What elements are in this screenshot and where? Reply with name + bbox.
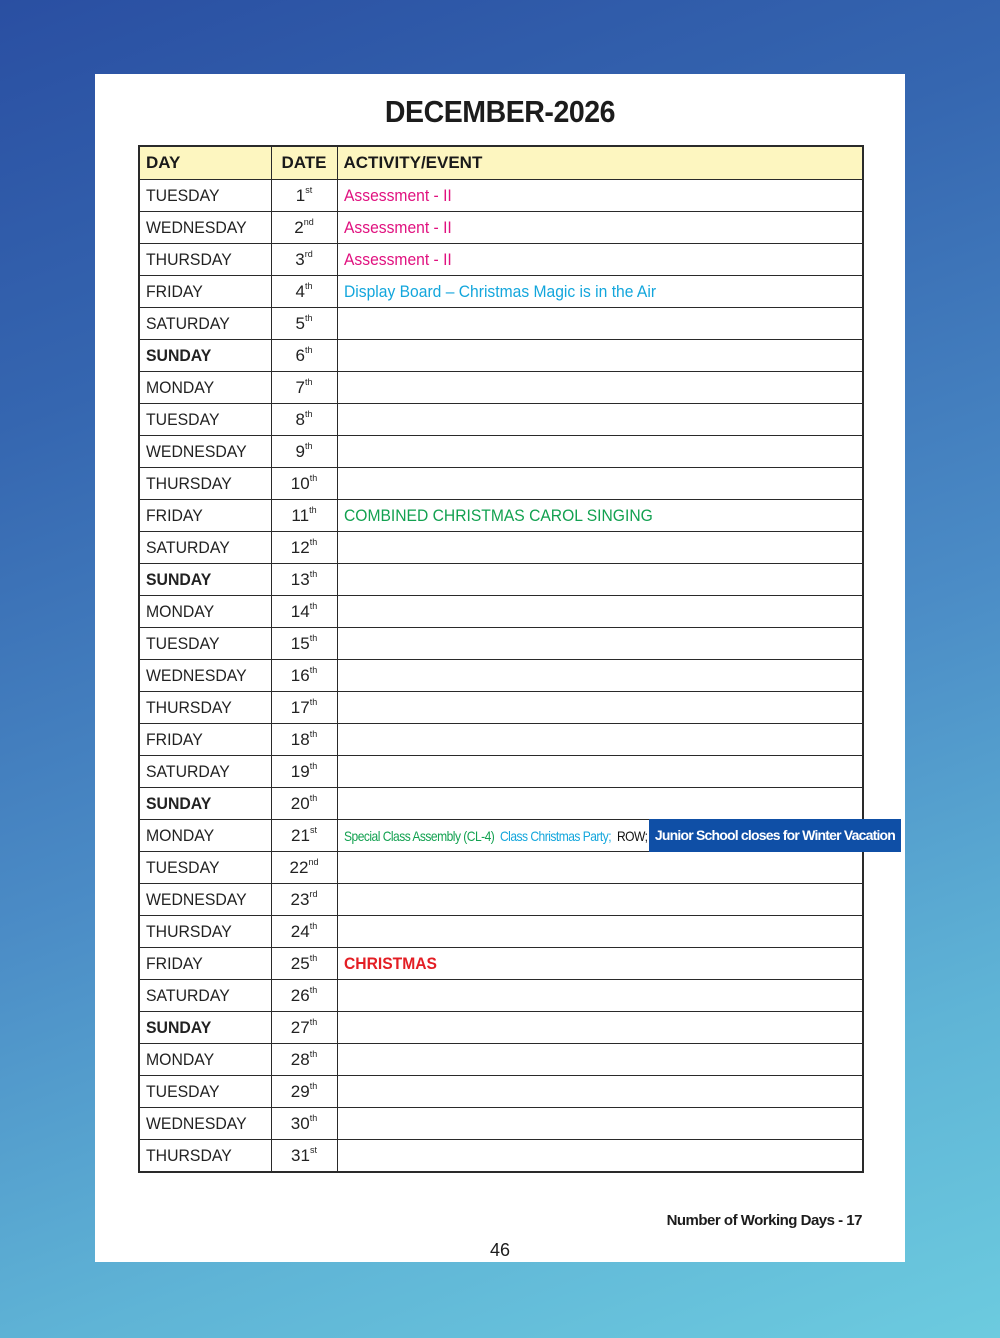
date-suffix: th [304,409,313,419]
day-cell [139,724,271,756]
date-cell [271,852,337,884]
date-number: 23 [290,890,310,909]
date-suffix: th [309,985,318,995]
activity-cell [337,180,863,212]
table-row [139,308,863,340]
date-number: 5 [295,314,305,333]
day-name: MONDAY [146,601,215,621]
activity-cell [337,468,863,500]
date-number: 18 [290,730,310,749]
date-cell [271,212,337,244]
table-row [139,628,863,660]
date-number: 25 [290,954,310,973]
day-name: TUESDAY [146,633,220,653]
activity-cell [337,852,863,884]
table-row [139,500,863,532]
date-cell [271,692,337,724]
table-row [139,1012,863,1044]
date-suffix: rd [304,249,313,259]
day-cell [139,820,271,852]
event-text: Assessment - II [343,185,452,205]
activity-cell [337,628,863,660]
day-cell [139,980,271,1012]
day-name: SATURDAY [146,537,230,557]
date-cell [271,948,337,980]
table-row [139,1044,863,1076]
event-text: Assessment - II [343,249,452,269]
day-name: FRIDAY [146,729,203,749]
date-number: 3 [295,250,305,269]
table-row [139,564,863,596]
table-row [139,980,863,1012]
date-cell [271,788,337,820]
date-number: 31 [291,1146,310,1165]
date-number: 24 [290,922,310,941]
day-name: THURSDAY [146,249,232,269]
table-row [139,180,863,212]
day-cell [139,500,271,532]
date-suffix: th [304,313,313,323]
date-suffix: th [309,761,318,771]
date-number: 14 [290,602,310,621]
day-name: FRIDAY [146,505,203,525]
day-name: SATURDAY [146,313,230,333]
date-cell [271,1108,337,1140]
table-row [139,212,863,244]
date-cell [271,628,337,660]
table-row [139,756,863,788]
day-name: MONDAY [146,377,215,397]
day-name: SUNDAY [146,569,212,589]
activity-cell [337,1140,863,1173]
table-row [139,404,863,436]
day-name: THURSDAY [146,1145,232,1165]
working-days-note: Number of Working Days - 17 [666,1212,862,1229]
day-cell [139,756,271,788]
day-name: SUNDAY [146,1017,212,1037]
date-number: 16 [290,666,310,685]
day-name: TUESDAY [146,409,220,429]
day-name: TUESDAY [146,857,220,877]
day-name: THURSDAY [146,473,232,493]
date-suffix: th [309,1081,318,1091]
date-suffix: th [304,441,313,451]
date-number: 13 [290,570,310,589]
date-suffix: th [309,953,318,963]
date-number: 30 [290,1114,310,1133]
table-row [139,916,863,948]
table-row [139,340,863,372]
date-suffix: th [309,601,318,611]
day-name: THURSDAY [146,697,232,717]
date-number: 17 [290,698,310,717]
day-name: WEDNESDAY [146,1113,247,1133]
date-cell [271,820,337,852]
date-suffix: th [309,793,318,803]
day-name: TUESDAY [146,1081,220,1101]
activity-cell [337,1076,863,1108]
activity-cell [337,436,863,468]
header-date: DATE [271,146,337,180]
date-suffix: th [304,281,313,291]
day-name: WEDNESDAY [146,665,247,685]
activity-cell [337,372,863,404]
date-suffix: st [309,825,317,835]
day-cell [139,532,271,564]
day-cell [139,692,271,724]
activity-cell [337,692,863,724]
page-title: DECEMBER-2026 [384,94,616,129]
day-cell [139,308,271,340]
date-cell [271,532,337,564]
date-cell [271,436,337,468]
day-name: WEDNESDAY [146,217,247,237]
calendar-page [95,74,905,1262]
date-number: 21 [291,826,310,845]
date-cell [271,180,337,212]
table-row [139,788,863,820]
day-name: FRIDAY [146,281,203,301]
date-number: 11 [291,506,310,525]
date-suffix: th [309,1017,318,1027]
date-suffix: th [309,729,318,739]
activity-cell [337,596,863,628]
date-number: 7 [295,378,305,397]
day-cell [139,404,271,436]
day-name: WEDNESDAY [146,889,247,909]
date-suffix: th [304,345,313,355]
table-row [139,692,863,724]
table-row [139,660,863,692]
date-number: 26 [290,986,310,1005]
date-suffix: nd [303,217,314,227]
event-row: ROW; [617,827,648,844]
table-row [139,532,863,564]
date-suffix: th [309,633,318,643]
day-cell [139,852,271,884]
activity-cell [337,212,863,244]
date-suffix: rd [309,889,318,899]
day-cell [139,596,271,628]
event-text: CHRISTMAS [343,953,437,973]
date-number: 2 [294,218,304,237]
day-cell [139,468,271,500]
table-row [139,948,863,980]
event-text: Assessment - II [343,217,452,237]
date-suffix: th [304,377,313,387]
date-number: 22 [289,858,309,877]
day-cell [139,628,271,660]
day-name: THURSDAY [146,921,232,941]
activity-cell [337,308,863,340]
day-cell [139,564,271,596]
activity-cell [337,948,863,980]
activity-cell [337,340,863,372]
activity-cell [337,564,863,596]
day-cell [139,276,271,308]
date-number: 1 [295,186,306,205]
date-suffix: th [309,473,318,483]
table-row [139,884,863,916]
activity-cell [337,276,863,308]
date-number: 27 [290,1018,310,1037]
date-suffix: nd [308,857,319,867]
date-number: 6 [295,346,305,365]
day-cell [139,948,271,980]
activity-cell [337,980,863,1012]
header-day: DAY [139,146,271,180]
day-cell [139,1044,271,1076]
date-number: 8 [295,410,305,429]
day-cell [139,1108,271,1140]
day-cell [139,788,271,820]
activity-cell [337,820,896,852]
event-christmas-party: Class Christmas Party; [500,827,612,844]
date-cell [271,276,337,308]
table-row [139,436,863,468]
table-row [139,1076,863,1108]
date-suffix: th [309,697,318,707]
date-cell [271,980,337,1012]
day-cell [139,1012,271,1044]
table-row [139,372,863,404]
activity-cell [337,756,863,788]
header-activity: ACTIVITY/EVENT [337,146,863,180]
date-number: 9 [295,442,305,461]
date-cell [271,724,337,756]
day-cell [139,884,271,916]
date-cell [271,404,337,436]
date-cell [271,916,337,948]
date-number: 20 [290,794,310,813]
table-header-row [139,146,863,180]
date-suffix: th [309,505,317,515]
activity-cell [337,500,863,532]
date-number: 15 [290,634,310,653]
date-cell [271,1012,337,1044]
date-suffix: th [309,569,318,579]
activity-cell [337,724,863,756]
calendar-table [138,145,896,1173]
date-cell [271,660,337,692]
date-number: 28 [290,1050,310,1069]
day-name: MONDAY [146,1049,215,1069]
day-name: SATURDAY [146,985,230,1005]
event-text: COMBINED CHRISTMAS CAROL SINGING [343,505,653,525]
event-winter-vacation-badge: Junior School closes for Winter Vacation [649,819,901,852]
activity-cell [337,1044,863,1076]
date-suffix: th [309,665,318,675]
date-number: 19 [290,762,310,781]
date-number: 12 [290,538,310,557]
day-cell [139,1140,271,1173]
date-cell [271,564,337,596]
date-cell [271,340,337,372]
day-cell [139,340,271,372]
date-suffix: th [309,921,318,931]
date-number: 10 [290,474,310,493]
day-cell [139,180,271,212]
day-cell [139,660,271,692]
date-suffix: th [309,537,318,547]
date-cell [271,596,337,628]
table-row [139,1108,863,1140]
table-row [139,852,863,884]
date-suffix: st [309,1145,317,1155]
day-name: MONDAY [146,825,215,845]
date-cell [271,308,337,340]
activity-cell [337,884,863,916]
activity-cell [337,916,863,948]
day-name: SUNDAY [146,345,212,365]
day-cell [139,244,271,276]
day-cell [139,372,271,404]
date-number: 4 [295,282,305,301]
table-row [139,468,863,500]
day-name: TUESDAY [146,185,220,205]
table-body [139,180,896,1173]
day-name: WEDNESDAY [146,441,247,461]
day-name: FRIDAY [146,953,203,973]
page-number: 46 [489,1240,511,1260]
activity-cell [337,788,863,820]
date-cell [271,884,337,916]
date-cell [271,1140,337,1173]
day-cell [139,436,271,468]
event-text: Display Board – Christmas Magic is in the Air [343,281,656,301]
multi-event-group [343,820,896,851]
activity-cell [337,244,863,276]
table-row [139,244,863,276]
date-cell [271,244,337,276]
date-suffix: st [305,185,313,195]
table-row [139,1140,863,1173]
day-cell [139,212,271,244]
activity-cell [337,660,863,692]
date-cell [271,756,337,788]
date-suffix: th [309,1049,318,1059]
date-suffix: th [309,1113,318,1123]
activity-cell [337,1108,863,1140]
day-cell [139,916,271,948]
day-name: SATURDAY [146,761,230,781]
table-row [139,596,863,628]
date-cell [271,500,337,532]
date-number: 29 [290,1082,310,1101]
table-row [139,820,863,852]
table-row [139,276,863,308]
date-cell [271,372,337,404]
date-cell [271,468,337,500]
activity-cell [337,1012,863,1044]
date-cell [271,1076,337,1108]
table-row [139,724,863,756]
date-cell [271,1044,337,1076]
activity-cell [337,532,863,564]
activity-cell [337,404,863,436]
day-cell [139,1076,271,1108]
event-special-assembly: Special Class Assembly (CL-4) [343,827,494,844]
day-name: SUNDAY [146,793,212,813]
